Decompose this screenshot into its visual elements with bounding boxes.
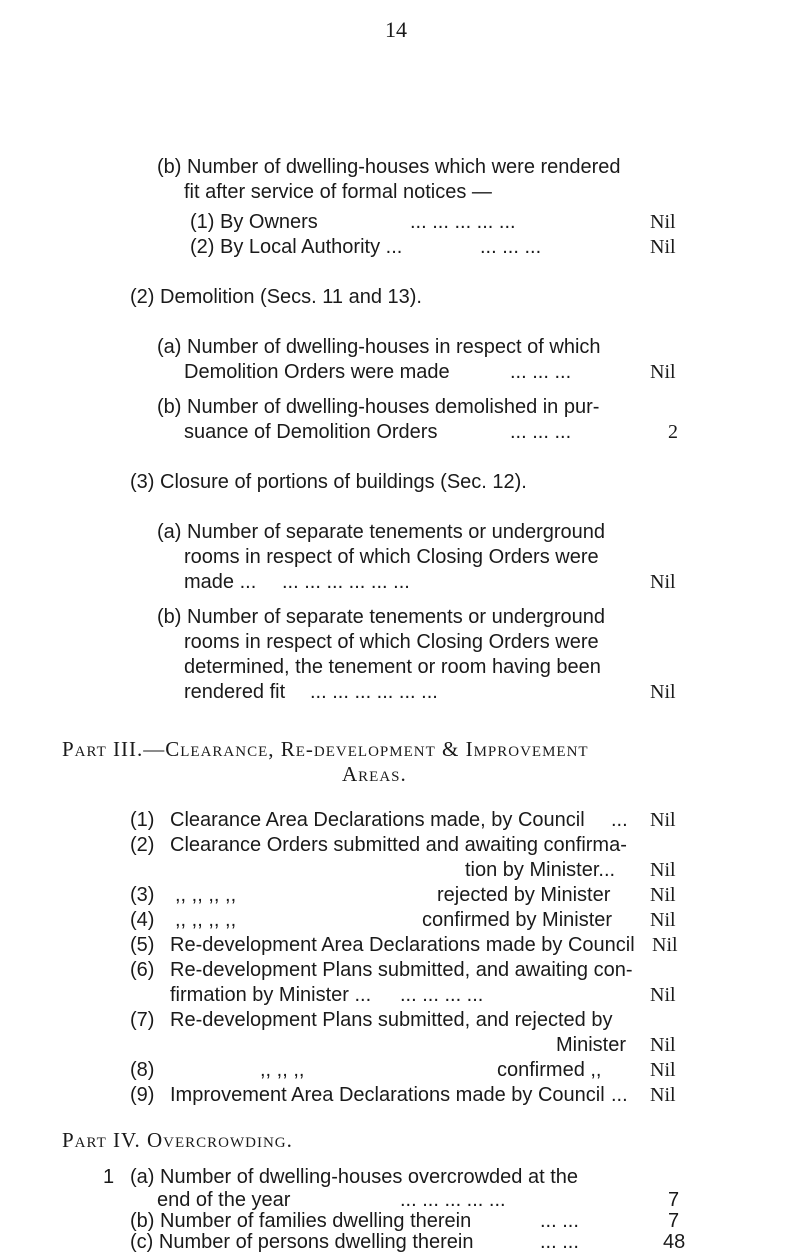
part3-item-text: Re-development Plans submitted, and rejected by [170, 1009, 613, 1031]
part3-item-num: (8) [130, 1059, 155, 1081]
part3-item-value: Nil [650, 1059, 676, 1081]
owners-label: (1) By Owners [190, 211, 318, 233]
part4-c-value: 48 [663, 1231, 686, 1253]
part3-item-value: Nil [650, 1084, 676, 1106]
part4-heading: Part IV. Overcrowding. [62, 1128, 293, 1152]
closure-a-line1: (a) Number of separate tenements or underground [157, 521, 606, 543]
part3-item-num: (3) [130, 884, 155, 906]
part4-a-dots: ... ... ... ... ... [400, 1189, 506, 1211]
closure-a-value: Nil [650, 571, 676, 593]
part3-item-ditto: ,, ,, ,, ,, [175, 909, 237, 931]
demolition-b-dots: ... ... ... [510, 421, 572, 443]
demolition-a-line2: Demolition Orders were made [184, 361, 450, 383]
part3-item-text2: firmation by Minister ... [170, 984, 372, 1006]
part3-item-text2: Minister [556, 1034, 627, 1056]
part3-item-num: (6) [130, 959, 155, 981]
part3-item-ditto: ,, ,, ,, ,, [175, 884, 237, 906]
demolition-b-line1: (b) Number of dwelling-houses demolished in pur- [157, 396, 600, 418]
demolition-b-line2: suance of Demolition Orders [184, 421, 438, 443]
part4-b-value: 7 [668, 1210, 680, 1232]
part3-item-text: confirmed by Minister [422, 909, 613, 931]
demolition-b-value: 2 [668, 421, 678, 443]
demolition-a-value: Nil [650, 361, 676, 383]
page-number: 14 [385, 17, 407, 42]
part3-item-value: Nil [650, 884, 676, 906]
part3-item-value: Nil [650, 984, 676, 1006]
part3-item-text: Re-development Plans submitted, and awaiting con- [170, 959, 633, 981]
part3-item-value: Nil [652, 934, 678, 956]
part3-item-num: (5) [130, 934, 155, 956]
part3-item-num: (7) [130, 1009, 155, 1031]
part3-item-text: Improvement Area Declarations made by Council [170, 1084, 605, 1106]
part3-item-text: rejected by Minister [437, 884, 611, 906]
demolition-heading: (2) Demolition (Secs. 11 and 13). [130, 286, 422, 308]
closure-b-value: Nil [650, 681, 676, 703]
la-dots: ... ... ... [480, 236, 542, 258]
part3-item-text: Clearance Area Declarations made, by Council [170, 809, 585, 831]
part4-c-dots: ... ... [540, 1231, 579, 1253]
part3-item-text2: tion by Minister... [465, 859, 616, 881]
part3-item-text: confirmed ,, [497, 1059, 602, 1081]
owners-value: Nil [650, 211, 676, 233]
part4-a-line2: end of the year [157, 1189, 291, 1211]
part3-heading: Part III.—Clearance, Re-development & Improvement [62, 737, 589, 761]
closure-b-line2: rooms in respect of which Closing Orders were [184, 631, 599, 653]
closure-b-line3: determined, the tenement or room having been [184, 656, 601, 678]
demolition-a-dots: ... ... ... [510, 361, 572, 383]
la-value: Nil [650, 236, 676, 258]
part3-item-dots: ... ... ... ... [400, 984, 484, 1006]
part3-item-text: Clearance Orders submitted and awaiting confirma- [170, 834, 627, 856]
part3-item-num: (2) [130, 834, 155, 856]
part3-item-num: (4) [130, 909, 155, 931]
closing-b-line1: (b) Number of dwelling-houses which were rendered [157, 156, 621, 178]
part3-item-value: Nil [650, 859, 676, 881]
part3-item-value: Nil [650, 809, 676, 831]
part3-item-dots: ... [611, 1084, 628, 1106]
closure-b-line4: rendered fit [184, 681, 286, 703]
closure-b-line1: (b) Number of separate tenements or underground [157, 606, 606, 628]
part3-item-value: Nil [650, 1034, 676, 1056]
closure-a-line3: made ... [184, 571, 257, 593]
part3-heading-line2: Areas. [342, 762, 407, 786]
part3-item-num: (9) [130, 1084, 155, 1106]
demolition-a-line1: (a) Number of dwelling-houses in respect of which [157, 336, 601, 358]
closure-heading: (3) Closure of portions of buildings (Sec. 12). [130, 471, 527, 493]
part4-item-num: 1 [103, 1166, 115, 1188]
part3-item-ditto: ,, ,, ,, [260, 1059, 305, 1081]
closure-a-line2: rooms in respect of which Closing Orders were [184, 546, 599, 568]
closing-b-line2: fit after service of formal notices — [184, 181, 492, 203]
closure-b-dots: ... ... ... ... ... ... [310, 681, 438, 703]
part3-item-value: Nil [650, 909, 676, 931]
part4-a-value: 7 [668, 1189, 680, 1211]
part4-b-text: (b) Number of families dwelling therein [130, 1210, 472, 1232]
la-label: (2) By Local Authority ... [190, 236, 403, 258]
part3-item-text: Re-development Area Declarations made by Council [170, 934, 635, 956]
part4-a-line1: (a) Number of dwelling-houses overcrowded at the [130, 1166, 578, 1188]
part3-item-dots: ... [611, 809, 628, 831]
part4-b-dots: ... ... [540, 1210, 579, 1232]
closure-a-dots: ... ... ... ... ... ... [282, 571, 410, 593]
owners-dots: ... ... ... ... ... [410, 211, 516, 233]
part3-item-num: (1) [130, 809, 155, 831]
part4-c-text: (c) Number of persons dwelling therein [130, 1231, 474, 1253]
